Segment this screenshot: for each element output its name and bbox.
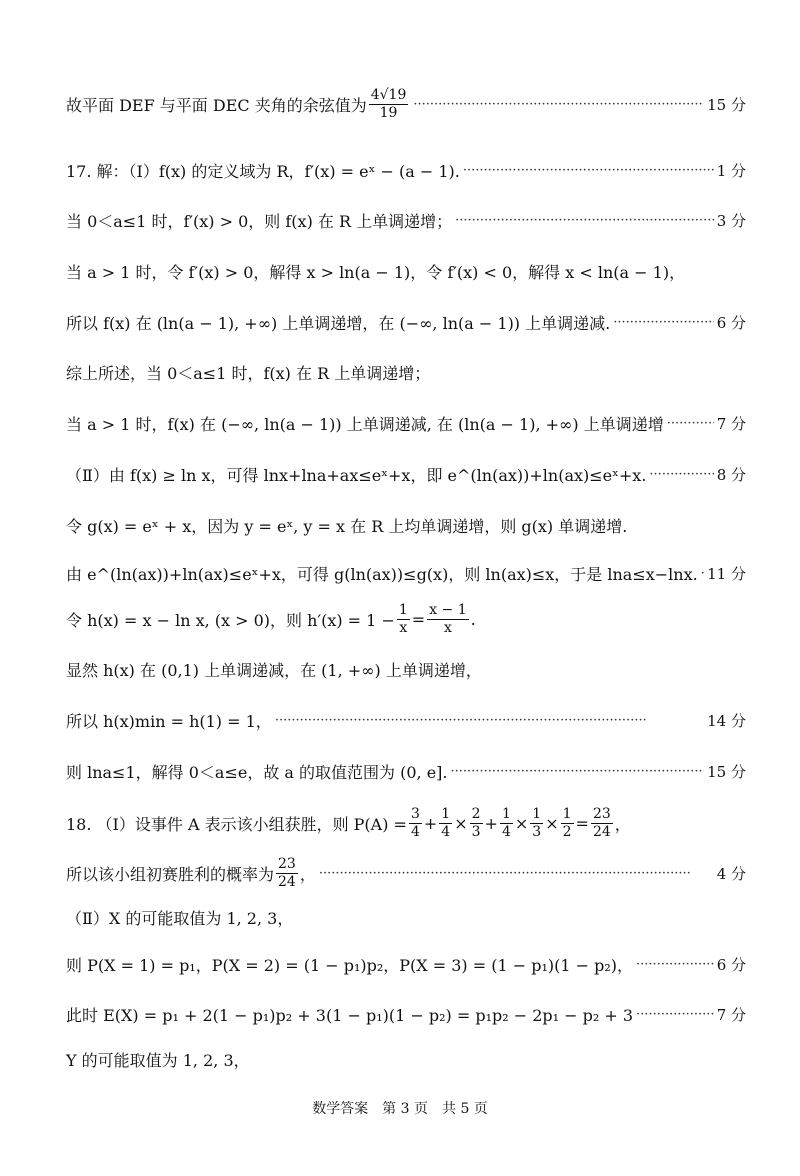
line-cosine-conclusion	[66, 80, 746, 128]
operator: ×	[514, 813, 529, 833]
dot-leader	[275, 713, 704, 728]
operator: ，	[299, 864, 316, 884]
line-text: 此时 E(X) = p₁ + 2(1 − p₁)p₂ + 3(1 − p₁)(1 − p₂) = p₁p₂ − 2p₁ − p₂ + 3	[66, 1005, 634, 1025]
line-q18-probability	[66, 800, 746, 846]
fraction	[369, 87, 409, 120]
fraction-numerator: 4√19	[370, 87, 407, 104]
line-monotonic-intervals	[66, 309, 746, 335]
line-x-distribution	[66, 950, 746, 978]
line-text: 所以 h(x)min = h(1) = 1，	[66, 711, 272, 731]
dot-leader	[649, 467, 713, 482]
page-footer: 数学答案 第 3 页 共 5 页	[312, 1101, 488, 1117]
line-case-large-a	[66, 258, 746, 284]
line-text: 令 g(x) = eˣ + x，因为 y = eˣ, y = x 在 R 上均单调递增，则 g(x) 单调递增.	[66, 516, 628, 536]
score-mark: 15 分	[707, 762, 746, 781]
fraction-denominator: 24	[278, 873, 296, 890]
fraction	[427, 602, 468, 635]
dot-leader	[613, 315, 713, 330]
score-mark: 11 分	[707, 564, 746, 583]
score-mark: 7 分	[716, 1005, 746, 1024]
dot-leader	[455, 213, 714, 228]
dot-leader	[667, 416, 714, 431]
dot-leader	[451, 764, 705, 779]
fraction-denominator: 2	[562, 823, 572, 840]
line-text: 17. 解：（Ⅰ）f(x) 的定义域为 R，f′(x) = eˣ − (a − 1).	[66, 161, 460, 181]
fraction-denominator: 4	[441, 823, 451, 840]
dot-leader	[319, 866, 714, 881]
line-text: Y 的可能取值为 1, 2, 3，	[66, 1050, 250, 1070]
fraction-numerator: 3	[410, 806, 420, 823]
operator: =	[411, 609, 426, 629]
fraction-denominator: 3	[471, 823, 481, 840]
fraction-numerator: 1	[501, 806, 511, 823]
line-case-small-a	[66, 207, 746, 233]
line-text: 则 P(X = 1) = p₁，P(X = 2) = (1 − p₁)p₂，P(X = 3) = (1 − p₁)(1 − p₂)，	[66, 955, 634, 975]
line-inequality	[66, 560, 746, 586]
score-mark: 4 分	[716, 864, 746, 883]
line-h-min	[66, 707, 746, 733]
score-mark: 6 分	[716, 313, 746, 332]
fraction-numerator: 2	[471, 806, 481, 823]
fraction-denominator: 24	[592, 823, 611, 840]
line-define-h	[66, 596, 746, 642]
line-text: 则 lna≤1，解得 0＜a≤e，故 a 的取值范围为 (0, e].	[66, 762, 448, 782]
operator: =	[575, 813, 589, 833]
line-part2-transform	[66, 461, 746, 487]
score-mark: 14 分	[707, 711, 746, 730]
score-mark: 15 分	[707, 95, 746, 114]
fraction	[561, 806, 574, 839]
line-text: 当 a > 1 时，令 f′(x) > 0，解得 x > ln(a − 1)，令 f′(x) < 0，解得 x < ln(a − 1)，	[66, 262, 686, 282]
fraction	[591, 806, 613, 839]
dot-leader	[413, 97, 704, 112]
operator: +	[484, 813, 498, 833]
line-text: （Ⅱ）由 f(x) ≥ ln x，可得 lnx+lna+ax≤eˣ+x，即 e^(ln(ax))+ln(ax)≤eˣ+x.	[66, 465, 647, 485]
score-mark: 3 分	[716, 211, 746, 230]
fraction-numerator: 1	[398, 602, 408, 619]
fraction	[397, 602, 410, 635]
line-summary-2	[66, 410, 746, 436]
fraction-numerator: 1	[562, 806, 572, 823]
operator: ×	[454, 813, 468, 833]
operator: +	[423, 813, 438, 833]
operator: .	[470, 609, 476, 629]
line-text: 当 0＜a≤1 时，f′(x) > 0，则 f(x) 在 R 上单调递增；	[66, 211, 453, 231]
line-text: 所以该小组初赛胜利的概率为	[66, 864, 275, 884]
line-expectation	[66, 1000, 746, 1028]
line-text: 18. （Ⅰ）设事件 A 表示该小组获胜，则 P(A) =	[66, 814, 407, 834]
line-text: 由 e^(ln(ax))+ln(ax)≤eˣ+x，可得 g(ln(ax))≤g(x)，则 ln(ax)≤x，于是 lna≤x−lnx.	[66, 564, 698, 584]
fraction-denominator: 3	[532, 823, 542, 840]
fraction-numerator: x − 1	[429, 602, 467, 619]
fraction	[439, 806, 452, 839]
score-mark: 6 分	[716, 955, 746, 974]
fraction	[470, 806, 483, 839]
line-text: 令 h(x) = x − ln x, (x > 0)，则 h′(x) = 1 −	[66, 610, 395, 630]
fraction	[500, 806, 513, 839]
fraction-denominator: 19	[379, 104, 398, 121]
line-text: 当 a > 1 时，f(x) 在 (−∞, ln(a − 1)) 上单调递减, 在 (ln(a − 1), +∞) 上单调递增	[66, 414, 664, 434]
fraction-denominator: x	[443, 619, 452, 636]
line-y-values	[66, 1046, 746, 1072]
dot-leader	[636, 957, 714, 972]
line-range-of-a	[66, 758, 746, 784]
fraction-numerator: 23	[278, 856, 296, 873]
line-q17-domain	[66, 157, 746, 183]
line-x-values	[66, 904, 746, 930]
line-text: 所以 f(x) 在 (ln(a − 1), +∞) 上单调递增，在 (−∞, ln(a − 1)) 上单调递减.	[66, 313, 611, 333]
line-text: 综上所述，当 0＜a≤1 时，f(x) 在 R 上单调递增；	[66, 363, 431, 383]
score-mark: 7 分	[716, 414, 746, 433]
line-summary-1	[66, 359, 746, 385]
fraction-denominator: 4	[410, 823, 420, 840]
line-text: 显然 h(x) 在 (0,1) 上单调递减，在 (1, +∞) 上单调递增，	[66, 660, 482, 680]
fraction	[409, 806, 422, 839]
score-mark: 8 分	[716, 465, 746, 484]
fraction	[530, 806, 543, 839]
line-h-monotonic	[66, 656, 746, 682]
fraction-denominator: 4	[501, 823, 511, 840]
score-mark: 1 分	[716, 161, 746, 180]
dot-leader	[636, 1007, 714, 1022]
line-define-g	[66, 512, 746, 538]
operator: ×	[545, 813, 559, 833]
line-text: 故平面 DEF 与平面 DEC 夹角的余弦值为	[66, 95, 367, 115]
fraction-numerator: 23	[592, 806, 611, 823]
line-text: （Ⅱ）X 的可能取值为 1, 2, 3，	[66, 908, 294, 928]
fraction-numerator: 1	[441, 806, 451, 823]
fraction-denominator: x	[399, 619, 408, 636]
fraction	[276, 856, 298, 889]
dot-leader	[701, 566, 704, 581]
operator: ，	[614, 814, 631, 834]
dot-leader	[463, 163, 714, 178]
line-q18-first-round	[66, 850, 746, 896]
fraction-numerator: 1	[532, 806, 542, 823]
